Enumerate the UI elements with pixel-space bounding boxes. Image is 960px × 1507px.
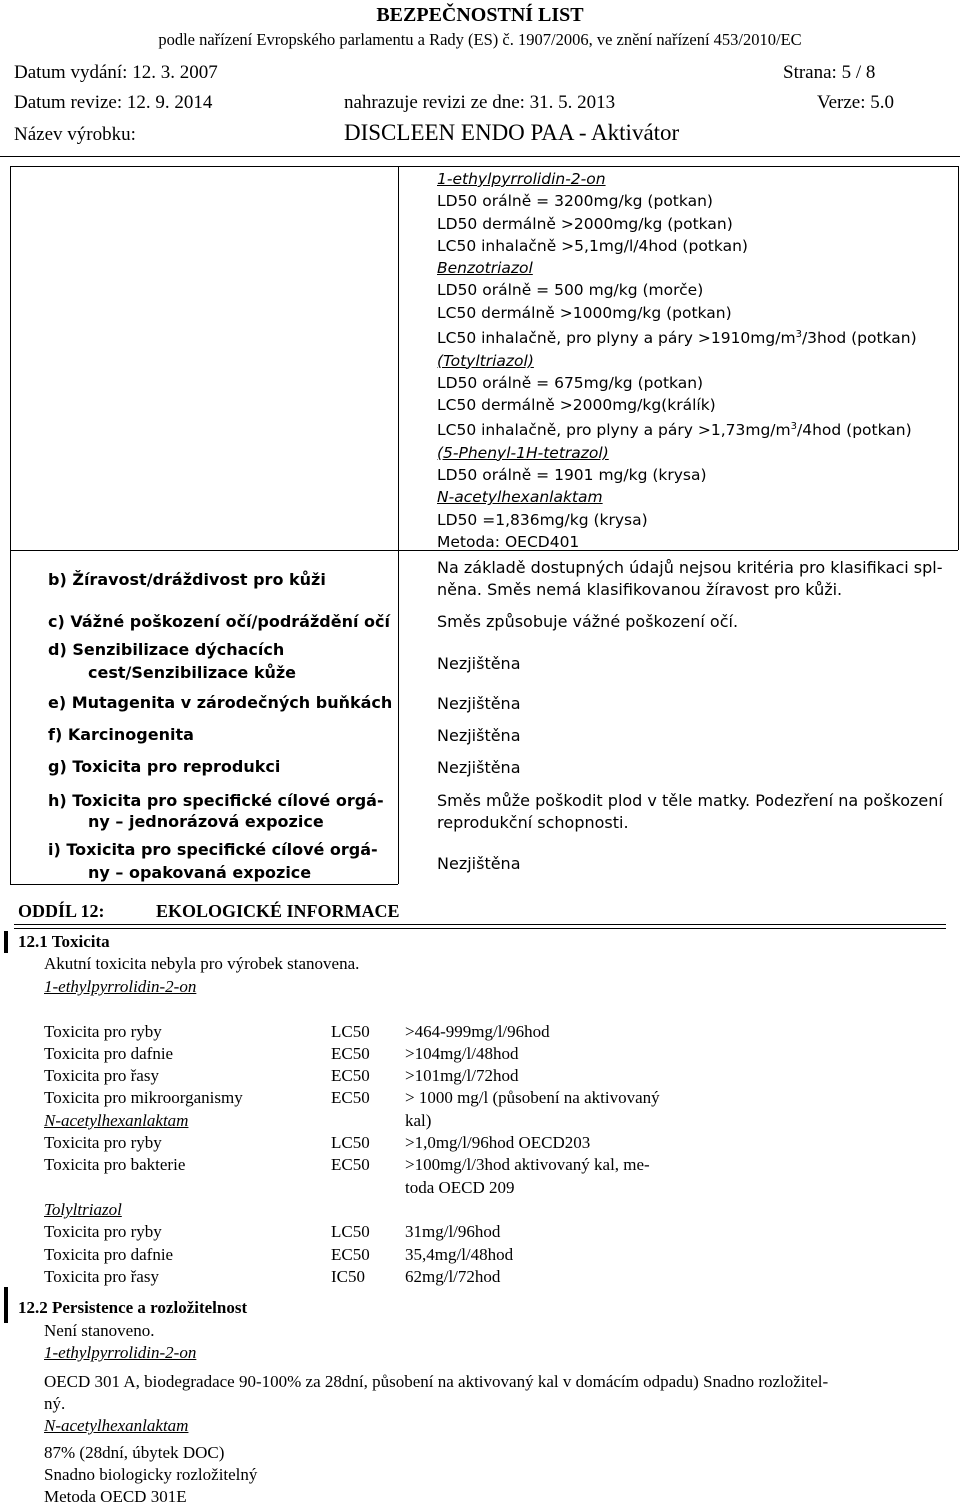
eco-row-value: > 1000 mg/l (působení na aktivovaný [405, 1088, 660, 1108]
subsection-12-1-note: Akutní toxicita nebyla pro výrobek stanovena. [44, 954, 360, 973]
toxicity-line-text: LD50 orálně = 1901 mg/kg (krysa) [437, 466, 707, 485]
toxicity-line-text: LC50 dermálně >1000mg/kg (potkan) [437, 303, 732, 322]
persistence-text-2a: 87% (28dní, úbytek DOC) [44, 1443, 225, 1462]
toxicity-line [437, 394, 917, 416]
hazard-e-value: Nezjištěna [437, 694, 521, 713]
toxicity-line-text: LD50 orálně = 3200mg/kg (potkan) [437, 192, 713, 211]
toxicity-line-text: 1-ethylpyrrolidin-2-on [437, 170, 606, 188]
persistence-text-1b: ný. [44, 1394, 66, 1413]
eco-row-name: Toxicita pro řasy [44, 1266, 159, 1286]
eco-row-value: kal) [405, 1110, 432, 1130]
hazard-f-label: f) Karcinogenita [48, 725, 194, 744]
toxicity-line [437, 302, 917, 324]
eco-row-name: 1-ethylpyrrolidin-2-on [44, 977, 197, 996]
frame-divider-line [398, 166, 399, 884]
hazard-b-value-line1: Na základě dostupných údajů nejsou kritéria pro klasifikaci spl- [437, 558, 943, 577]
eco-row-value: >100mg/l/3hod aktivovaný kal, me- [405, 1155, 650, 1175]
hazard-i-label-line1: i) Toxicita pro specifické cílové orgá- [48, 840, 378, 859]
eco-row-name: Toxicita pro ryby [44, 1133, 162, 1153]
eco-row-name: Tolyltriazol [44, 1199, 122, 1219]
frame-right-line [958, 166, 959, 550]
frame-top-line [10, 166, 958, 167]
eco-row-name: Toxicita pro dafnie [44, 1043, 174, 1063]
subsection-12-2-note: Není stanoveno. [44, 1321, 155, 1340]
toxicity-line-text: Metoda: OECD401 [437, 533, 580, 552]
hazard-g-value: Nezjištěna [437, 758, 521, 777]
eco-row-name: Toxicita pro bakterie [44, 1155, 186, 1175]
toxicity-line-text: (5-Phenyl-1H-tetrazol) [437, 443, 609, 462]
eco-row-type: EC50 [331, 1066, 370, 1086]
hazard-d-label-line2: cest/Senzibilizace kůže [88, 663, 297, 682]
toxicity-line [437, 486, 917, 508]
hazard-c-label: c) Vážné poškození očí/podráždění očí [48, 612, 390, 631]
toxicity-line-text: LD50 orálně = 500 mg/kg (morče) [437, 281, 704, 300]
toxicity-line-superscript: 3 [790, 421, 797, 433]
toxicity-line-tail: /3hod (potkan) [801, 329, 917, 348]
toxicity-line [437, 190, 917, 212]
toxicity-line [437, 168, 917, 190]
hazard-d-label-line1: d) Senzibilizace dýchacích [48, 640, 285, 659]
eco-row-value: 62mg/l/72hod [405, 1266, 501, 1286]
toxicity-line [437, 235, 917, 257]
toxicity-line [437, 279, 917, 301]
eco-row-type: LC50 [331, 1021, 370, 1041]
toxicity-line [437, 324, 917, 349]
eco-row-type: EC50 [331, 1043, 370, 1063]
subsection-12-2-title: 12.2 Persistence a rozložitelnost [18, 1298, 248, 1317]
toxicity-line [437, 213, 917, 235]
revision-date: Datum revize: 12. 9. 2014 [14, 92, 213, 113]
hazard-d-value: Nezjištěna [437, 654, 521, 673]
section-rule-1 [14, 924, 946, 925]
hazard-i-value: Nezjištěna [437, 854, 521, 873]
section-rule-2 [14, 928, 946, 929]
toxicity-line-text: LC50 dermálně >2000mg/kg(králík) [437, 396, 716, 415]
product-name: DISCLEEN ENDO PAA - Aktivátor [344, 120, 680, 145]
toxicity-line-superscript: 3 [795, 329, 802, 341]
persistence-text-2b: Snadno biologicky rozložitelný [44, 1465, 258, 1484]
issue-date: Datum vydání: 12. 3. 2007 [14, 62, 218, 83]
hazard-h-value-line1: Směs může poškodit plod v těle matky. Podezření na poškození [437, 791, 943, 810]
eco-row-value: toda OECD 209 [405, 1177, 515, 1197]
change-bar-12-1 [4, 931, 8, 953]
frame-left-line [10, 166, 11, 884]
toxicity-line [437, 464, 917, 486]
toxicity-line-text: LC50 inhalačně, pro plyny a páry >1,73mg/m [437, 421, 791, 440]
toxicity-line [437, 350, 917, 372]
eco-row-name: Toxicita pro ryby [44, 1222, 162, 1242]
toxicity-line-text: LD50 dermálně >2000mg/kg (potkan) [437, 214, 733, 233]
toxicity-line [437, 509, 917, 531]
toxicity-line [437, 372, 917, 394]
version: Verze: 5.0 [817, 92, 895, 113]
eco-row-name: Toxicita pro řasy [44, 1066, 159, 1086]
eco-row-value: 31mg/l/96hod [405, 1222, 501, 1242]
toxicity-line [437, 257, 917, 279]
toxicity-list [437, 168, 917, 553]
toxicity-line-text: LC50 inhalačně >5,1mg/l/4hod (potkan) [437, 236, 748, 255]
hazard-g-label: g) Toxicita pro reprodukci [48, 757, 281, 776]
toxicity-line [437, 531, 917, 553]
eco-row-name: Toxicita pro mikroorganismy [44, 1088, 243, 1108]
section-label: ODDÍL 12: [18, 901, 105, 921]
frame-bottom-line [10, 884, 398, 885]
header-divider [0, 156, 960, 157]
page-number: Strana: 5 / 8 [783, 62, 876, 83]
toxicity-line [437, 416, 917, 441]
hazard-h-label-line2: ny – jednorázová expozice [88, 812, 324, 831]
toxicity-line-text: LD50 orálně = 675mg/kg (potkan) [437, 373, 704, 392]
eco-row-name: N-acetylhexanlaktam [44, 1110, 189, 1130]
eco-row-type: IC50 [331, 1266, 365, 1286]
hazard-c-value: Směs způsobuje vážné poškození očí. [437, 612, 739, 631]
persistence-text-1: OECD 301 A, biodegradace 90-100% za 28dní, působení na aktivovaný kal v domácím odpadu) Snadno rozložitel- [44, 1372, 829, 1391]
eco-row-value: >104mg/l/48hod [405, 1043, 519, 1063]
hazard-h-value-line2: reprodukční schopnosti. [437, 813, 629, 832]
eco-row-type: EC50 [331, 1244, 370, 1264]
persistence-text-2c: Metoda OECD 301E [44, 1487, 187, 1506]
persistence-substance-2: N-acetylhexanlaktam [44, 1416, 189, 1435]
hazard-h-label-line1: h) Toxicita pro specifické cílové orgá- [48, 791, 384, 810]
toxicity-line-text: Benzotriazol [437, 259, 533, 278]
product-label: Název výrobku: [14, 124, 136, 145]
hazard-b-label: b) Žíravost/dráždivost pro kůži [48, 570, 326, 589]
subsection-12-1-title: 12.1 Toxicita [18, 932, 110, 951]
document-subtitle: podle nařízení Evropského parlamentu a Rady (ES) č. 1907/2006, ve znění nařízení 453/2010/EC [158, 30, 802, 49]
eco-row-value: 35,4mg/l/48hod [405, 1244, 514, 1264]
change-bar-12-2 [4, 1287, 8, 1323]
hazard-b-value-line2: něna. Směs nemá klasifikovanou žíravost pro kůži. [437, 580, 843, 599]
toxicity-line-text: (Totyltriazol) [437, 351, 534, 370]
toxicity-line-text: LC50 inhalačně, pro plyny a páry >1910mg/m [437, 329, 796, 348]
eco-row-type: LC50 [331, 1133, 370, 1153]
toxicity-line-text: N-acetylhexanlaktam [437, 488, 603, 507]
toxicity-line-text: LD50 =1,836mg/kg (krysa) [437, 510, 648, 529]
eco-row-value: >1,0mg/l/96hod OECD203 [405, 1133, 591, 1153]
hazard-i-label-line2: ny – opakovaná expozice [88, 863, 312, 882]
toxicity-line-tail: /4hod (potkan) [797, 421, 912, 440]
eco-row-value: >101mg/l/72hod [405, 1066, 519, 1086]
document-title: BEZPEČNOSTNÍ LIST [376, 4, 584, 26]
toxicity-line [437, 442, 917, 464]
section-title: EKOLOGICKÉ INFORMACE [156, 901, 400, 921]
eco-row-type: EC50 [331, 1155, 370, 1175]
eco-row-name: Toxicita pro dafnie [44, 1244, 174, 1264]
hazard-e-label: e) Mutagenita v zárodečných buňkách [48, 693, 393, 712]
eco-row-type: EC50 [331, 1088, 370, 1108]
eco-row-name: Toxicita pro ryby [44, 1021, 162, 1041]
hazard-f-value: Nezjištěna [437, 726, 521, 745]
eco-row-type: LC50 [331, 1222, 370, 1242]
eco-row-value: >464-999mg/l/96hod [405, 1021, 550, 1041]
persistence-substance-1: 1-ethylpyrrolidin-2-on [44, 1343, 197, 1362]
replaces-revision: nahrazuje revizi ze dne: 31. 5. 2013 [344, 92, 616, 113]
